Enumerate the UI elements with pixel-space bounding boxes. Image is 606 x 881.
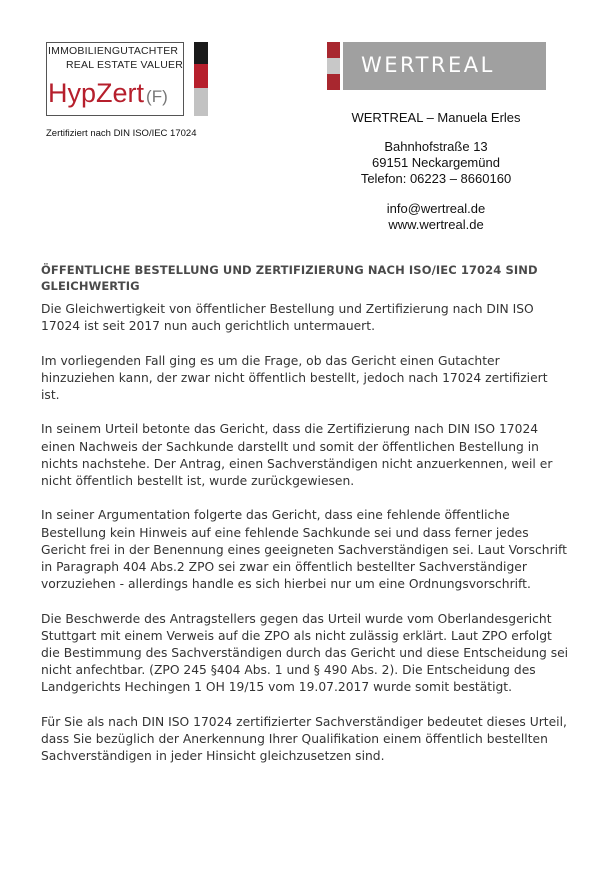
wertreal-logo-strip-middle	[327, 58, 340, 74]
wertreal-logo	[327, 42, 546, 90]
contact-block	[330, 110, 542, 233]
hypzert-brand-text: HypZert	[48, 78, 145, 108]
contact-email: info@wertreal.de	[386, 201, 486, 216]
contact-spacer	[330, 187, 542, 201]
wertreal-logo-strip-top	[327, 42, 340, 58]
hypzert-logo-line1: IMMOBILIENGUTACHTER	[48, 45, 179, 57]
certification-note: Zertifiziert nach DIN ISO/IEC 17024	[46, 128, 197, 139]
article-paragraph: Die Gleichwertigkeit von öffentlicher Bestellung und Zertifizierung nach DIN ISO 17024 ist seit 2017 nun auch gerichtlich untermauert.	[41, 302, 534, 334]
article-body	[41, 301, 569, 783]
contact-street: Bahnhofstraße 13	[384, 139, 488, 154]
contact-name: WERTREAL – Manuela Erles	[351, 110, 521, 125]
hypzert-brand-suffix: (F)	[146, 87, 168, 106]
wertreal-logo-strip-bottom	[327, 74, 340, 90]
contact-phone: Telefon: 06223 – 8660160	[360, 171, 512, 186]
hypzert-logo-bar-red	[194, 64, 208, 88]
wertreal-logo-text: WERTREAL	[361, 53, 495, 77]
article-paragraph: Die Beschwerde des Antragstellers gegen das Urteil wurde vom Oberlandesgericht Stuttgart mit einem Verweis auf die ZPO als nicht zulässig erklärt. Laut ZPO erfolgt die Bestimmung des Sachverständigen durch das Gericht und diese Entscheidung sei nicht anfechtbar. (ZPO 245 §404 Abs. 1 und § 490 Abs. 2). Die Entscheidung des Landgerichts Hechingen 1 OH 19/15 vom 19.07.2017 wurde somit bestätigt.	[41, 611, 569, 695]
hypzert-logo-line2: REAL ESTATE VALUER	[66, 59, 183, 71]
contact-city: 69151 Neckargemünd	[372, 155, 500, 170]
article-paragraph: Für Sie als nach DIN ISO 17024 zertifizierter Sachverständiger bedeutet dieses Urteil, dass Sie bezüglich der Anerkennung Ihrer Qualifikation einem öffentlich bestellten Sachverständigen in jeder Hinsicht gleichzusetzen sind.	[41, 714, 567, 764]
article-paragraph: Im vorliegenden Fall ging es um die Frage, ob das Gericht einen Gutachter hinzuziehen kann, der zwar nicht öffentlich bestellt, jedoch nach 17024 zertifiziert ist.	[41, 353, 548, 402]
hypzert-logo-bar-grey	[194, 88, 208, 116]
article-paragraph: In seinem Urteil betonte das Gericht, dass die Zertifizierung nach DIN ISO 17024 einen Nachweis der Sachkunde darstellt und somit der öffentlichen Bestellung in nichts nachstehe. Der Antrag, einen Sachverständigen nicht anzuerkennen, weil er nicht öffentlich bestellt ist, wurde zurückgewiesen.	[41, 422, 553, 488]
contact-website: www.wertreal.de	[388, 217, 484, 232]
wertreal-logo-panel	[343, 42, 546, 90]
article-paragraph: In seiner Argumentation folgerte das Gericht, dass eine fehlende öffentliche Bestellung kein Hinweis auf eine fehlende Sachkunde sei und dass ferner jedes Gericht frei in der Benennung eines geeigneten Sachverständigen sei. Laut Vorschrift in Paragraph 404 Abs.2 ZPO sei zwar ein öffentlich bestellter Sachverständiger vorzuziehen - allerdings handle es sich hierbei nur um eine Ordnungsvorschrift.	[41, 508, 567, 592]
hypzert-logo-brand	[48, 80, 168, 107]
hypzert-logo	[46, 42, 208, 118]
article-headline: ÖFFENTLICHE BESTELLUNG UND ZERTIFIZIERUNG NACH ISO/IEC 17024 SIND GLEICHWERTIG	[41, 263, 538, 293]
hypzert-logo-bar-black	[194, 42, 208, 64]
